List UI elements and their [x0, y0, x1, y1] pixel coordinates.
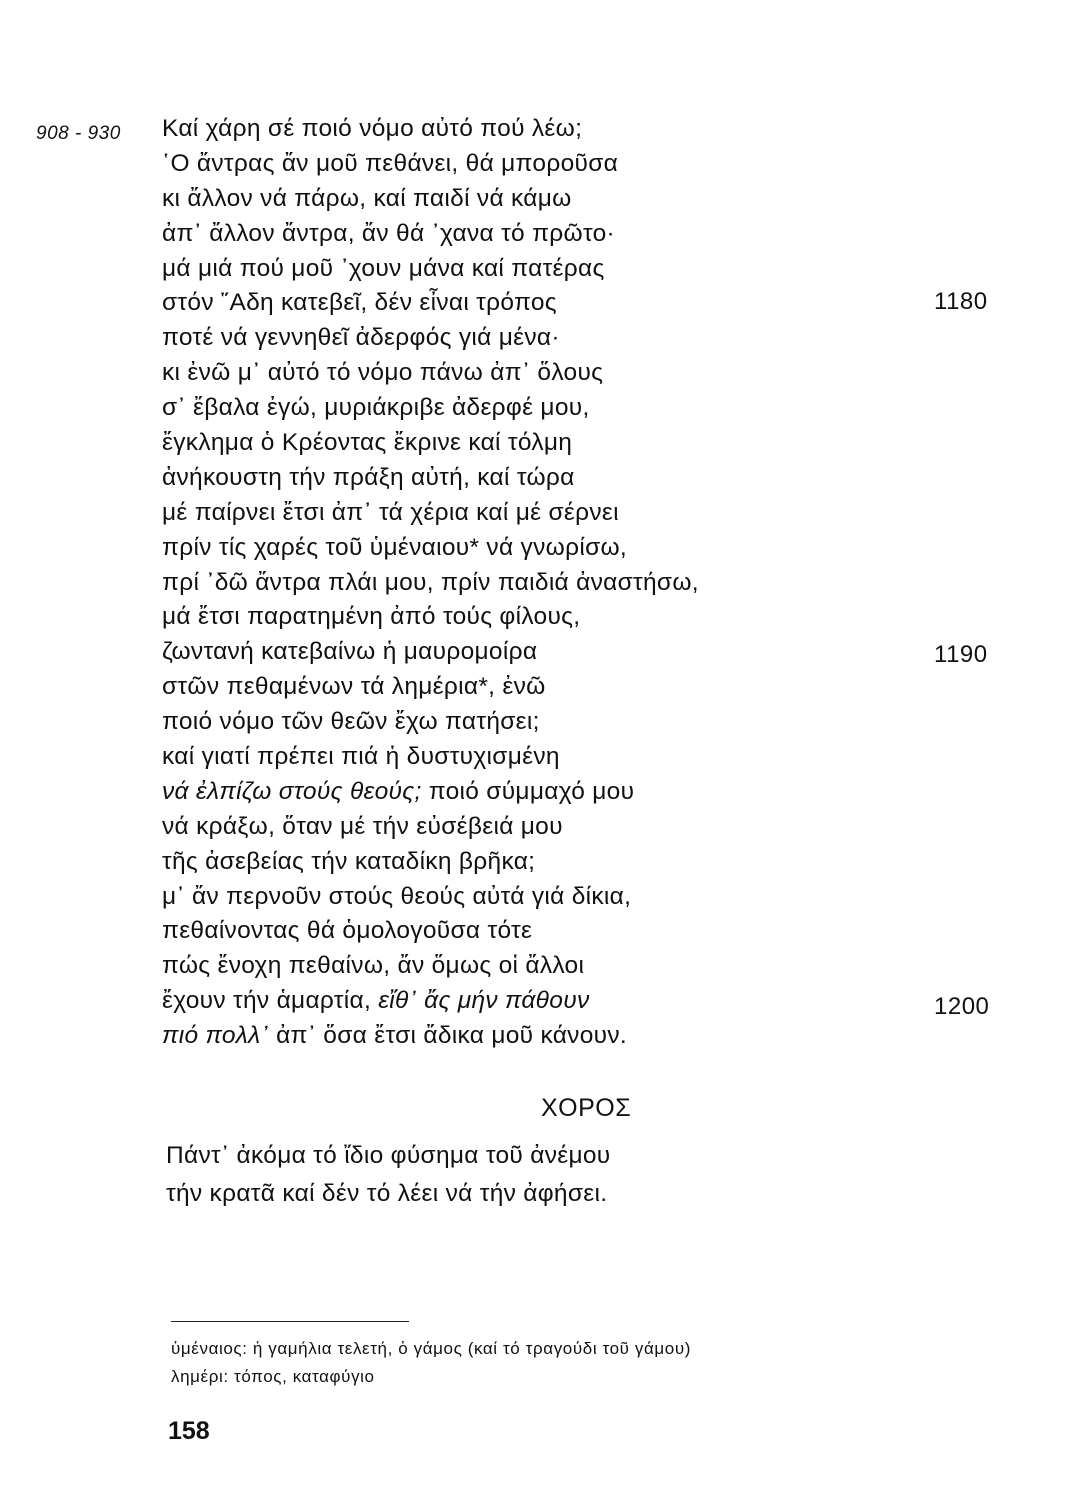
verse-line-mixed [162, 984, 699, 1019]
verse-plain-part: ποιό σύμμαχό μου [421, 777, 635, 805]
chorus-line: Πάντ᾽ ἀκόμα τό ἴδιο φύσημα τοῦ ἀνέμου [166, 1142, 611, 1169]
chorus-line: τήν κρατᾶ καί δέν τό λέει νά τήν ἀφήσει. [166, 1180, 608, 1207]
verse-line: πρίν τίς χαρές τοῦ ὑμέναιου* νά γνωρίσω, [162, 533, 628, 561]
footnote: ὑμέναιος: ἡ γαμήλια τελετή, ὁ γάμος (καί τό τραγούδι τοῦ γάμου) [171, 1339, 692, 1358]
verse-line-mixed [162, 1019, 699, 1054]
verse-line: κι ἄλλον νά πάρω, καί παιδί νά κάμω [162, 184, 572, 212]
chorus-block [166, 1137, 611, 1213]
verse-line: ἀνήκουστη τήν πράξη αὐτή, καί τώρα [162, 463, 575, 491]
line-number: 1180 [934, 288, 988, 315]
verse-line: τῆς ἀσεβείας τήν καταδίκη βρῆκα; [162, 847, 536, 875]
verse-plain-part: ἔχουν τήν ἁμαρτία, [162, 987, 379, 1015]
verse-line: σ᾽ ἔβαλα ἐγώ, μυριάκριβε ἀδερφέ μου, [162, 394, 590, 422]
verse-range: 908 - 930 [36, 123, 121, 144]
verse-italic-part: πιό πολλ᾽ [162, 1022, 269, 1050]
verse-line: Καί χάρη σέ ποιό νόμο αὐτό πού λέω; [162, 115, 583, 142]
verse-plain-part: ἀπ᾽ ὅσα ἔτσι ἄδικα μοῦ κάνουν. [276, 1022, 628, 1050]
verse-line: μέ παίρνει ἔτσι ἀπ᾽ τά χέρια καί μέ σέρνει [162, 498, 619, 526]
verse-line: στῶν πεθαμένων τά λημέρια*, ἐνῶ [162, 673, 546, 701]
line-number: 1190 [934, 641, 988, 668]
verse-line: ζωντανή κατεβαίνω ἡ μαυρομοίρα [162, 638, 538, 666]
verse-line: στόν ῞Αδη κατεβεῖ, δέν εἶναι τρόπος [162, 289, 557, 317]
verse-line: καί γιατί πρέπει πιά ἡ δυστυχισμένη [162, 743, 560, 771]
verse-line: ῾Ο ἄντρας ἄν μοῦ πεθάνει, θά μποροῦσα [162, 149, 619, 177]
verse-italic-part: εἴθ᾽ ἄς μήν πάθουν [378, 987, 590, 1015]
speaker-heading: ΧΟΡΟΣ [541, 1094, 632, 1122]
verse-line: ἔγκλημα ὁ Κρέοντας ἔκρινε καί τόλμη [162, 429, 573, 457]
footnote-rule [171, 1321, 409, 1322]
verse-line: πώς ἔνοχη πεθαίνω, ἄν ὅμως οἱ ἄλλοι [162, 952, 585, 980]
verse-line: κι ἐνῶ μ᾽ αὐτό τό νόμο πάνω ἀπ᾽ ὅλους [162, 359, 604, 387]
page-number: 158 [168, 1417, 210, 1445]
verse-italic-part: νά ἐλπίζω στούς θεούς; [162, 777, 422, 805]
verse-line: ἀπ᾽ ἄλλον ἄντρα, ἄν θά ᾽χανα τό πρῶτο· [162, 219, 615, 247]
verse-line: μά μιά πού μοῦ ᾽χουν μάνα καί πατέρας [162, 254, 605, 282]
footnote: λημέρι: τόπος, καταφύγιο [171, 1367, 375, 1386]
verse-block [162, 112, 699, 1054]
verse-line: ποτέ νά γεννηθεῖ ἀδερφός γιά μένα· [162, 324, 560, 352]
verse-line: νά κράξω, ὅταν μέ τήν εὐσέβειά μου [162, 812, 563, 840]
footnotes [171, 1335, 691, 1391]
verse-line: πεθαίνοντας θά ὁμολογοῦσα τότε [162, 917, 533, 945]
verse-line: πρί ᾽δῶ ἄντρα πλάι μου, πρίν παιδιά ἀναστήσω, [162, 568, 699, 596]
verse-line: μ᾽ ἄν περνοῦν στούς θεούς αὐτά γιά δίκια, [162, 882, 632, 910]
verse-line: ποιό νόμο τῶν θεῶν ἔχω πατήσει; [162, 708, 540, 736]
verse-line-mixed [162, 775, 699, 810]
verse-line: μά ἔτσι παρατημένη ἀπό τούς φίλους, [162, 603, 581, 631]
line-number: 1200 [934, 993, 990, 1020]
